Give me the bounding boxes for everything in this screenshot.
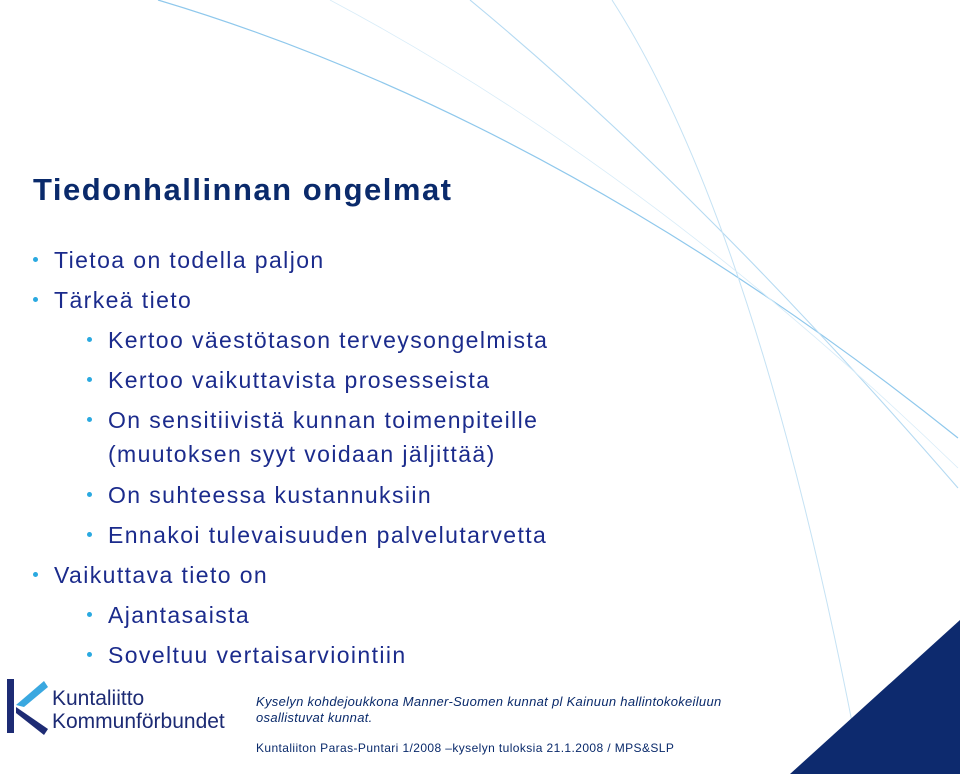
bullet-text: Soveltuu vertaisarviointiin xyxy=(108,642,407,668)
bullet-text: Tietoa on todella paljon xyxy=(54,247,325,273)
bullet-text: Kertoo väestötason terveysongelmista xyxy=(108,327,549,353)
bullet-dot-icon xyxy=(33,572,38,577)
logo-wordmark xyxy=(52,687,225,733)
bullet-item xyxy=(54,243,325,277)
bullet-dot-icon xyxy=(87,612,92,617)
bullet-dot-icon xyxy=(87,337,92,342)
logo-line-fi: Kuntaliitto xyxy=(52,687,145,710)
bullet-dot-icon xyxy=(33,297,38,302)
kuntaliitto-logo-icon xyxy=(4,677,48,735)
bullet-item xyxy=(108,478,432,512)
bullet-item xyxy=(108,363,490,397)
bullet-dot-icon xyxy=(87,417,92,422)
slide-title: Tiedonhallinnan ongelmat xyxy=(33,172,453,207)
bullet-text: On sensitiivistä kunnan toimenpiteille xyxy=(108,407,539,433)
bullet-item xyxy=(54,283,192,317)
footer-note: Kyselyn kohdejoukkona Manner-Suomen kunnat pl Kainuun hallintokokeiluun osallistuvat kunnat. xyxy=(256,694,722,725)
bullet-text: Vaikuttava tieto on xyxy=(54,562,269,588)
bullet-dot-icon xyxy=(87,377,92,382)
bullet-item xyxy=(108,598,250,632)
bullet-text: On suhteessa kustannuksiin xyxy=(108,482,433,508)
bullet-text: Ennakoi tulevaisuuden palvelutarvetta xyxy=(108,522,548,548)
footer-source: Kuntaliiton Paras-Puntari 1/2008 –kyselyn tuloksia 21.1.2008 / MPS&SLP xyxy=(256,741,675,755)
bullet-text-continuation: (muutoksen syyt voidaan jäljittää) xyxy=(108,441,496,467)
logo-line-sv: Kommunförbundet xyxy=(52,710,225,733)
bullet-text: Kertoo vaikuttavista prosesseista xyxy=(108,367,491,393)
bullet-dot-icon xyxy=(87,492,92,497)
bullet-item xyxy=(108,518,547,552)
bullet-item xyxy=(108,638,407,672)
bullet-item xyxy=(54,558,268,592)
bullet-text: Ajantasaista xyxy=(108,602,251,628)
bullet-dot-icon xyxy=(87,532,92,537)
bullet-item xyxy=(108,403,538,471)
bullet-text: Tärkeä tieto xyxy=(54,287,193,313)
bullet-dot-icon xyxy=(33,257,38,262)
bullet-dot-icon xyxy=(87,652,92,657)
bullet-item xyxy=(108,323,548,357)
